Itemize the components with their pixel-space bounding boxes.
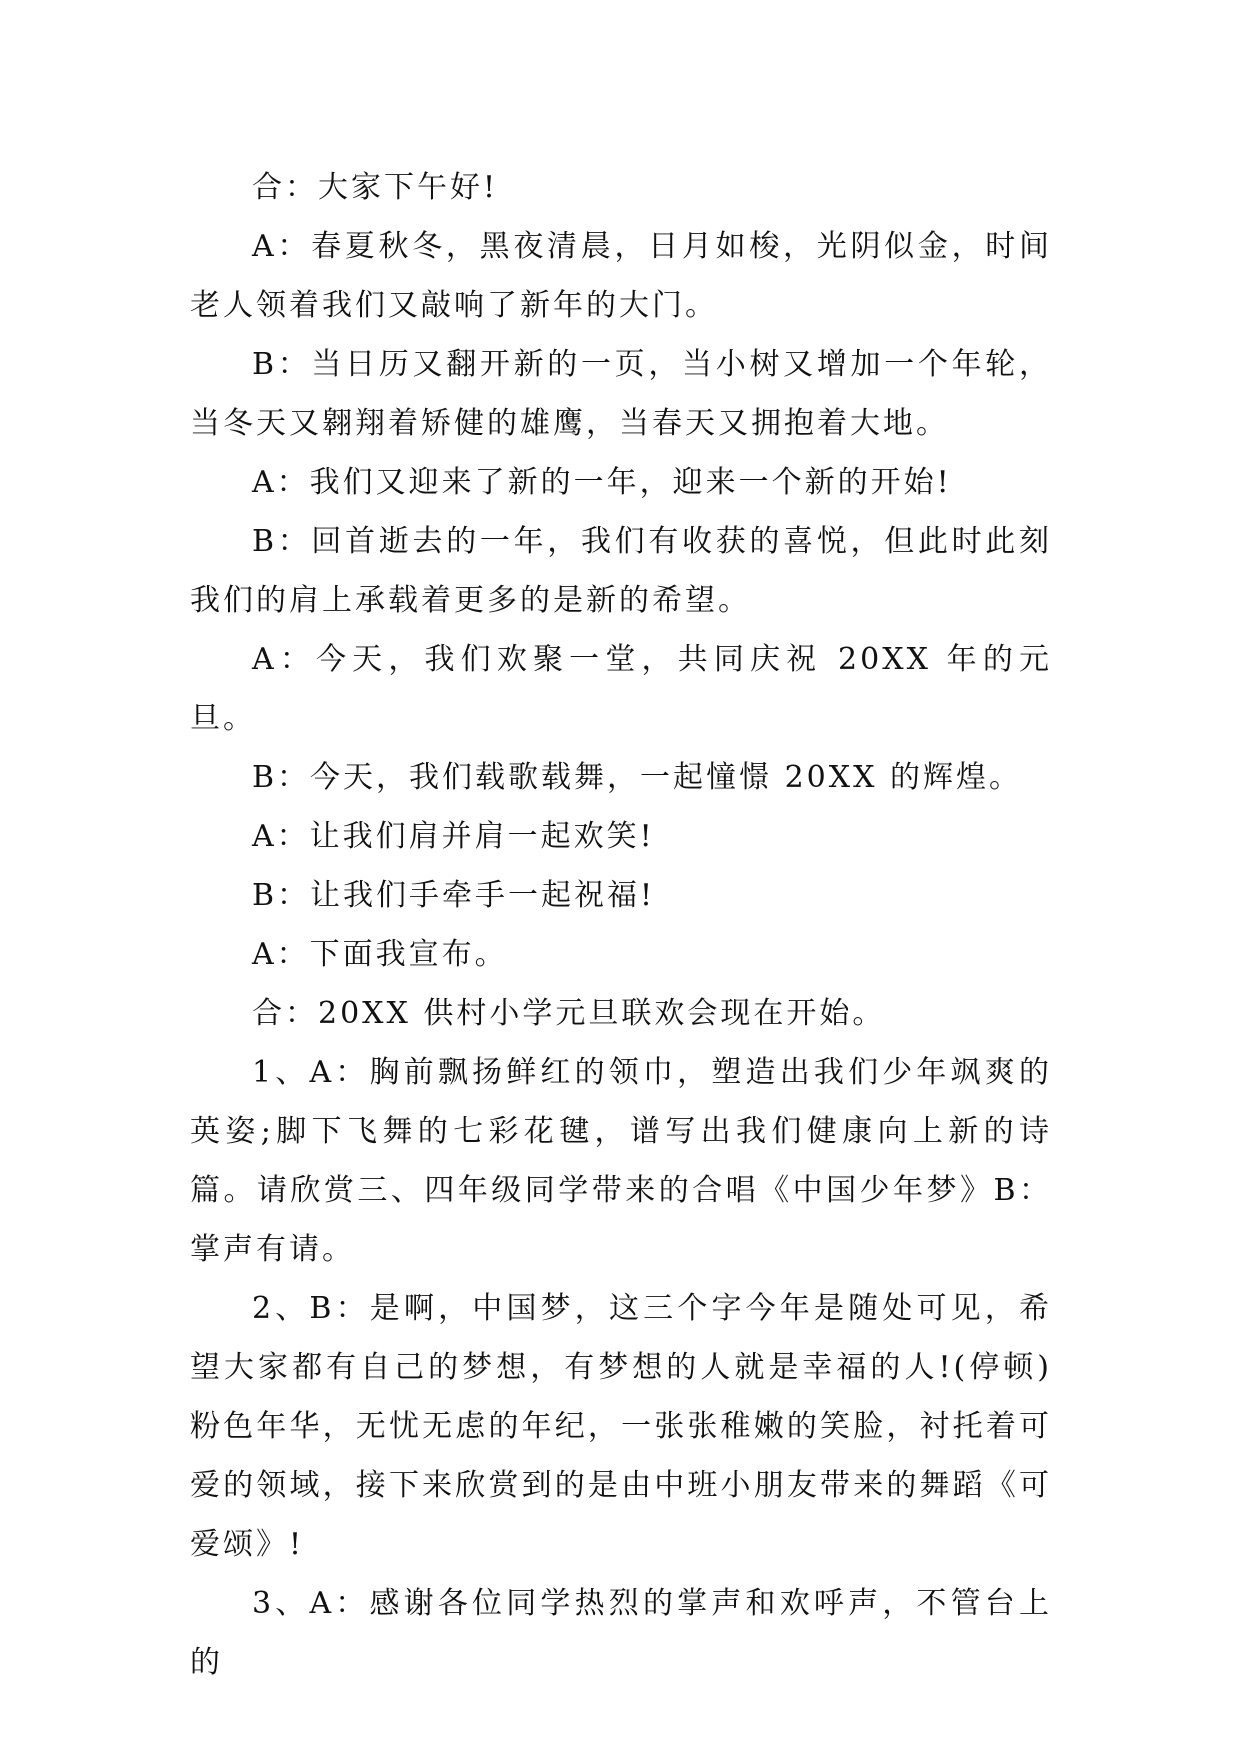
paragraph-a-laugh: A：让我们肩并肩一起欢笑!	[252, 819, 655, 854]
paragraph-greeting: 合：大家下午好!	[252, 170, 499, 205]
paragraph-program-1: 1、A：胸前飘扬鲜红的领巾，塑造出我们少年飒爽的英姿;脚下飞舞的七彩花毽，谱写出我们健康向上新的诗篇。请欣赏三、四年级同学带来的合唱《中国少年梦》B：掌声有请。	[190, 1055, 1052, 1267]
paragraph-a-celebrate: A：今天，我们欢聚一堂，共同庆祝 20XX 年的元旦。	[190, 642, 1052, 736]
paragraph-a-new-year: A：我们又迎来了新的一年，迎来一个新的开始!	[252, 465, 952, 500]
paragraph-program-2: 2、B：是啊，中国梦，这三个字今年是随处可见，希望大家都有自己的梦想，有梦想的人就是幸福的人!(停顿)粉色年华，无忧无虑的年纪，一张张稚嫩的笑脸，衬托着可爱的领域，接下来欣赏到的是由中班小朋友带来的舞蹈《可爱颂》!	[190, 1291, 1052, 1562]
paragraph-program-3: 3、A：感谢各位同学热烈的掌声和欢呼声，不管台上的	[190, 1586, 1052, 1680]
paragraph-b-looking-back: B：回首逝去的一年，我们有收获的喜悦，但此时此刻我们的肩上承载着更多的是新的希望。	[190, 524, 1052, 618]
paragraph-b-bless: B：让我们手牵手一起祝福!	[252, 878, 656, 913]
paragraph-opening: 合：20XX 供村小学元旦联欢会现在开始。	[252, 996, 886, 1031]
paragraph-a-announce: A：下面我宣布。	[252, 937, 508, 972]
paragraph-b-sing-dance: B：今天，我们载歌载舞，一起憧憬 20XX 的辉煌。	[252, 760, 1023, 795]
paragraph-a-seasons: A：春夏秋冬，黑夜清晨，日月如梭，光阴似金，时间老人领着我们又敲响了新年的大门。	[190, 229, 1052, 323]
paragraph-b-calendar: B：当日历又翻开新的一页，当小树又增加一个年轮，当冬天又翱翔着矫健的雄鹰，当春天又拥抱着大地。	[190, 347, 1052, 441]
document-body	[190, 158, 1052, 1692]
